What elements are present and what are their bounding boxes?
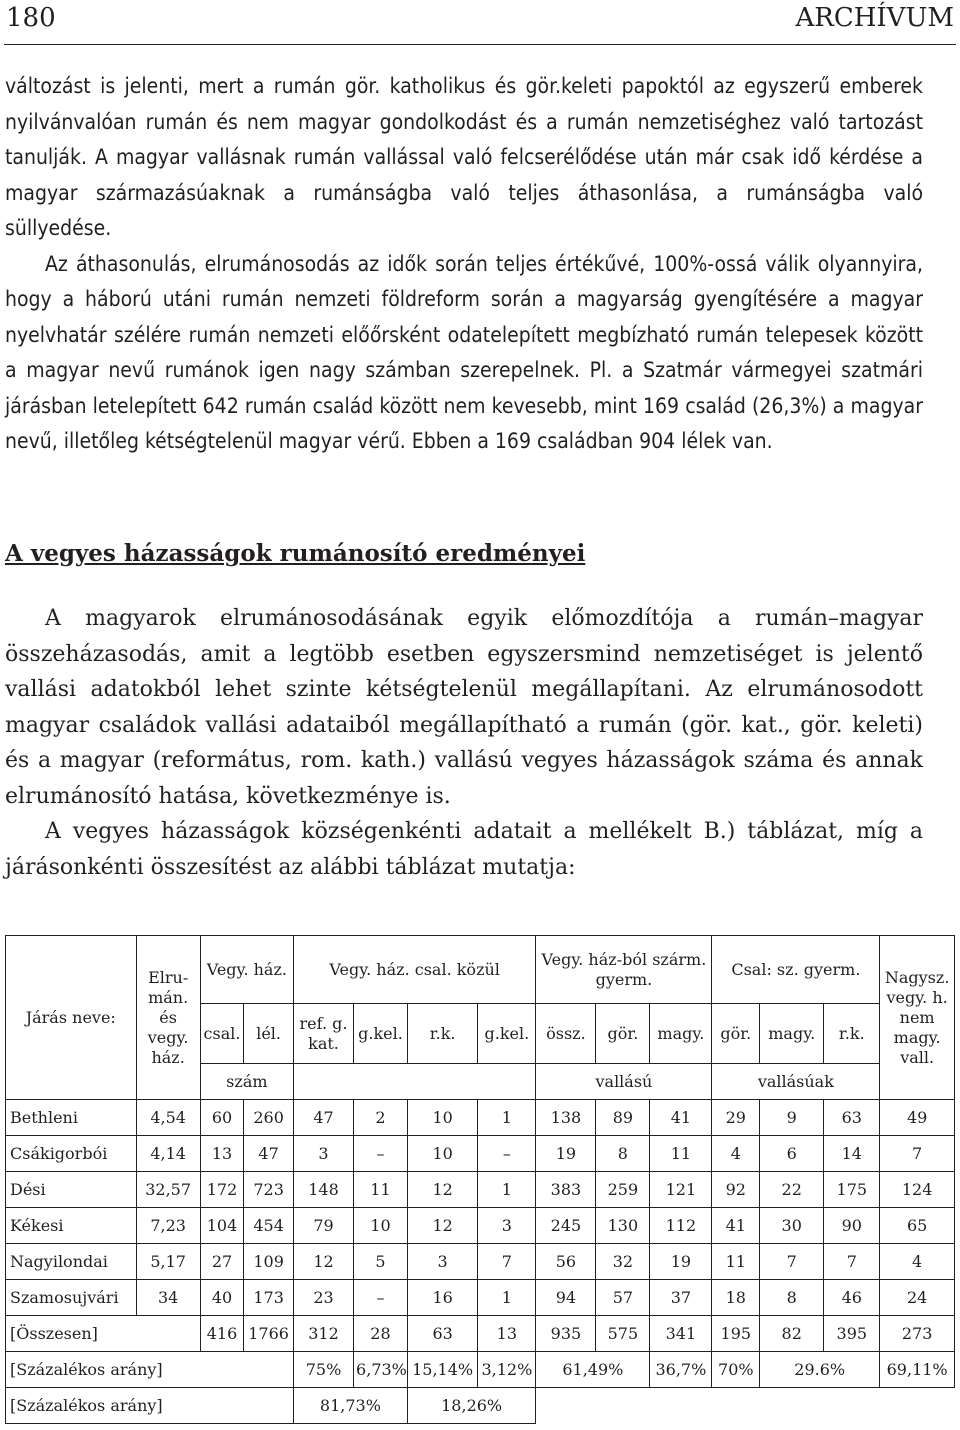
cell: 4,54 (136, 1100, 200, 1136)
cell: Dési (6, 1172, 137, 1208)
body-text-top (5, 69, 923, 460)
cell: – (354, 1136, 408, 1172)
cell: Szamosujvári (6, 1280, 137, 1316)
cell: 1766 (244, 1316, 294, 1352)
cell: 75% (293, 1352, 353, 1388)
cell: 8 (596, 1136, 650, 1172)
header-vegy-haz: Vegy. ház. (200, 936, 293, 1004)
cell: 723 (244, 1172, 294, 1208)
cell: [Százalékos arány] (6, 1352, 294, 1388)
cell: 5,17 (136, 1244, 200, 1280)
cell: 92 (712, 1172, 760, 1208)
cell: 112 (650, 1208, 712, 1244)
cell: 11 (650, 1136, 712, 1172)
cell: 6 (760, 1136, 824, 1172)
header-szarm-gyerm: Vegy. ház-ból szárm. gyerm. (536, 936, 712, 1004)
paragraph: Az áthasonulás, elrumánosodás az idők során teljes értékűvé, 100%-ossá válik olyannyira, hogy a háború utáni rumán nemzeti földreform során a magyarság gyengítésére a magyar nyelvhatár szélére rumán nemzeti előőrsként odatelepített megbízható rumán telepesek között a magyar nevű rumánok igen nagy számban szerepelnek. Pl. a Szatmár vármegyei szatmári járásban letelepített 642 rumán család között nem kevesebb, mint 169 család (26,3%) a magyar nevű, illetőleg kétségtelenül magyar vérű. Ebben a 169 családban 904 lélek van. (5, 251, 923, 453)
footer-vallasuak: vallásúak (712, 1064, 880, 1100)
cell: 40 (200, 1280, 244, 1316)
sub-lel: lél. (244, 1004, 294, 1064)
cell: 14 (824, 1136, 880, 1172)
header-csal-kozul: Vegy. ház. csal. közül (293, 936, 535, 1004)
sub-r-k: r.k. (407, 1004, 477, 1064)
cell: [Összesen] (6, 1316, 201, 1352)
table-row (6, 1100, 955, 1136)
cell: 90 (824, 1208, 880, 1244)
cell: – (478, 1136, 536, 1172)
cell: 13 (200, 1136, 244, 1172)
cell: 148 (293, 1172, 353, 1208)
cell: 60 (200, 1100, 244, 1136)
cell: [Százalékos arány] (6, 1388, 294, 1424)
cell: 104 (200, 1208, 244, 1244)
cell: 1 (478, 1280, 536, 1316)
cell: 15,14% (407, 1352, 477, 1388)
cell: 3 (407, 1244, 477, 1280)
footer-vallasu: vallású (536, 1064, 712, 1100)
cell: 7 (880, 1136, 955, 1172)
cell: Kékesi (6, 1208, 137, 1244)
section-heading: A vegyes házasságok rumánosító eredményei (5, 540, 586, 567)
sub-magy: magy. (650, 1004, 712, 1064)
cell: 18 (712, 1280, 760, 1316)
sub-g-kel: g.kel. (354, 1004, 408, 1064)
cell: 7,23 (136, 1208, 200, 1244)
cell: 11 (712, 1244, 760, 1280)
paragraph: A magyarok elrumánosodásának egyik előmozdítója a rumán–magyar összeházasodás, amit a legtöbb esetben egyszersmind nemzetiséget is jelentő vallási adatokból lehet szinte kétségtelenül megállapítani. Az elrumánosodott magyar családok vallási adataiból megállapítható a rumán (gör. kat., gör. keleti) és a magyar (református, rom. kath.) vallású vegyes házasságok száma és annak elrumánosító hatása, következménye is. (5, 606, 923, 809)
cell: 70% (712, 1352, 760, 1388)
cell: 65 (880, 1208, 955, 1244)
cell: 63 (824, 1100, 880, 1136)
cell: 41 (650, 1100, 712, 1136)
header-nagysz: Nagysz. vegy. h. nem magy. vall. (880, 936, 955, 1100)
cell: 22 (760, 1172, 824, 1208)
cell: 49 (880, 1100, 955, 1136)
sub-gor: gör. (596, 1004, 650, 1064)
cell: 34 (136, 1280, 200, 1316)
cell: 9 (760, 1100, 824, 1136)
cell: 37 (650, 1280, 712, 1316)
cell: 36,7% (650, 1352, 712, 1388)
percent-row (6, 1388, 955, 1424)
cell: 69,11% (880, 1352, 955, 1388)
cell: 82 (760, 1316, 824, 1352)
cell: 56 (536, 1244, 596, 1280)
cell: 454 (244, 1208, 294, 1244)
cell: 30 (760, 1208, 824, 1244)
cell: 89 (596, 1100, 650, 1136)
cell: 46 (824, 1280, 880, 1316)
paragraph: változást is jelenti, mert a rumán gör. katholikus és gör.keleti papoktól az egyszerű emberek nyilvánvalóan rumán és nem magyar gondolkodást és a rumán nemzetiséghez való tartozást tanulják. A magyar vallásnak rumán vallással való felcserélődése után már csak idő kérdése a magyar származásúaknak a rumánságba való teljes áthasonlása, a rumánságba való süllyedése. (5, 74, 923, 240)
cell: 18,26% (407, 1388, 535, 1424)
cell: 273 (880, 1316, 955, 1352)
cell: 312 (293, 1316, 353, 1352)
cell: 7 (478, 1244, 536, 1280)
cell: 245 (536, 1208, 596, 1244)
cell: 27 (200, 1244, 244, 1280)
cell: – (354, 1280, 408, 1316)
cell: 29 (712, 1100, 760, 1136)
running-title: ARCHÍVUM (795, 3, 954, 33)
cell: 16 (407, 1280, 477, 1316)
sub-ref-g-kat: ref. g. kat. (293, 1004, 353, 1064)
header-jaras: Járás neve: (6, 936, 137, 1100)
cell: 4 (880, 1244, 955, 1280)
cell: 416 (200, 1316, 244, 1352)
cell: 32,57 (136, 1172, 200, 1208)
cell: 3,12% (478, 1352, 536, 1388)
cell: 195 (712, 1316, 760, 1352)
cell: 47 (293, 1100, 353, 1136)
cell: 29.6% (760, 1352, 880, 1388)
sub-ossz: össz. (536, 1004, 596, 1064)
cell: Csákigorbói (6, 1136, 137, 1172)
cell: 138 (536, 1100, 596, 1136)
cell: 3 (478, 1208, 536, 1244)
cell: 383 (536, 1172, 596, 1208)
cell: 341 (650, 1316, 712, 1352)
cell: 2 (354, 1100, 408, 1136)
cell: 3 (293, 1136, 353, 1172)
cell: 13 (478, 1316, 536, 1352)
cell: 19 (650, 1244, 712, 1280)
cell: 23 (293, 1280, 353, 1316)
sub-csal: csal. (200, 1004, 244, 1064)
cell: 12 (407, 1172, 477, 1208)
cell: 121 (650, 1172, 712, 1208)
cell: 259 (596, 1172, 650, 1208)
cell: 10 (407, 1136, 477, 1172)
cell: 6,73% (354, 1352, 408, 1388)
cell: 8 (760, 1280, 824, 1316)
table-row (6, 1172, 955, 1208)
body-text-bottom (5, 601, 923, 885)
cell: 47 (244, 1136, 294, 1172)
table-row (6, 1208, 955, 1244)
cell: 24 (880, 1280, 955, 1316)
sub-g-kel-2: g.kel. (478, 1004, 536, 1064)
cell: 79 (293, 1208, 353, 1244)
footer-blank (293, 1064, 535, 1100)
cell: 1 (478, 1172, 536, 1208)
cell: 7 (824, 1244, 880, 1280)
cell: 57 (596, 1280, 650, 1316)
cell: 61,49% (536, 1352, 650, 1388)
cell: Bethleni (6, 1100, 137, 1136)
header-elruman: Elru- mán. és vegy. ház. (136, 936, 200, 1100)
sub-r-k-2: r.k. (824, 1004, 880, 1064)
footer-szam: szám (200, 1064, 293, 1100)
cell: 175 (824, 1172, 880, 1208)
empty-cell (536, 1388, 955, 1424)
cell: 124 (880, 1172, 955, 1208)
sub-magy-2: magy. (760, 1004, 824, 1064)
cell: 10 (407, 1100, 477, 1136)
sub-gor-2: gör. (712, 1004, 760, 1064)
cell: 7 (760, 1244, 824, 1280)
table-row (6, 1244, 955, 1280)
cell: 172 (200, 1172, 244, 1208)
cell: 11 (354, 1172, 408, 1208)
page-number: 180 (6, 3, 56, 33)
table-row (6, 1280, 955, 1316)
cell: 28 (354, 1316, 408, 1352)
cell: 935 (536, 1316, 596, 1352)
cell: 130 (596, 1208, 650, 1244)
cell: 575 (596, 1316, 650, 1352)
cell: 4 (712, 1136, 760, 1172)
percent-row (6, 1352, 955, 1388)
total-row (6, 1316, 955, 1352)
paragraph: A vegyes házasságok községenkénti adatait a mellékelt B.) táblázat, míg a járásonkénti összesítést az alábbi táblázat mutatja: (5, 819, 923, 880)
cell: 5 (354, 1244, 408, 1280)
cell: 41 (712, 1208, 760, 1244)
cell: 94 (536, 1280, 596, 1316)
cell: 19 (536, 1136, 596, 1172)
cell: 109 (244, 1244, 294, 1280)
cell: 395 (824, 1316, 880, 1352)
cell: 12 (407, 1208, 477, 1244)
cell: 10 (354, 1208, 408, 1244)
cell: 81,73% (293, 1388, 407, 1424)
cell: 12 (293, 1244, 353, 1280)
cell: 63 (407, 1316, 477, 1352)
page-header (4, 0, 956, 45)
cell: 260 (244, 1100, 294, 1136)
cell: Nagyilondai (6, 1244, 137, 1280)
cell: 173 (244, 1280, 294, 1316)
table-row (6, 1136, 955, 1172)
cell: 4,14 (136, 1136, 200, 1172)
cell: 1 (478, 1100, 536, 1136)
mixed-marriage-table (5, 935, 955, 1424)
cell: 32 (596, 1244, 650, 1280)
header-csal-sz-gyerm: Csal: sz. gyerm. (712, 936, 880, 1004)
